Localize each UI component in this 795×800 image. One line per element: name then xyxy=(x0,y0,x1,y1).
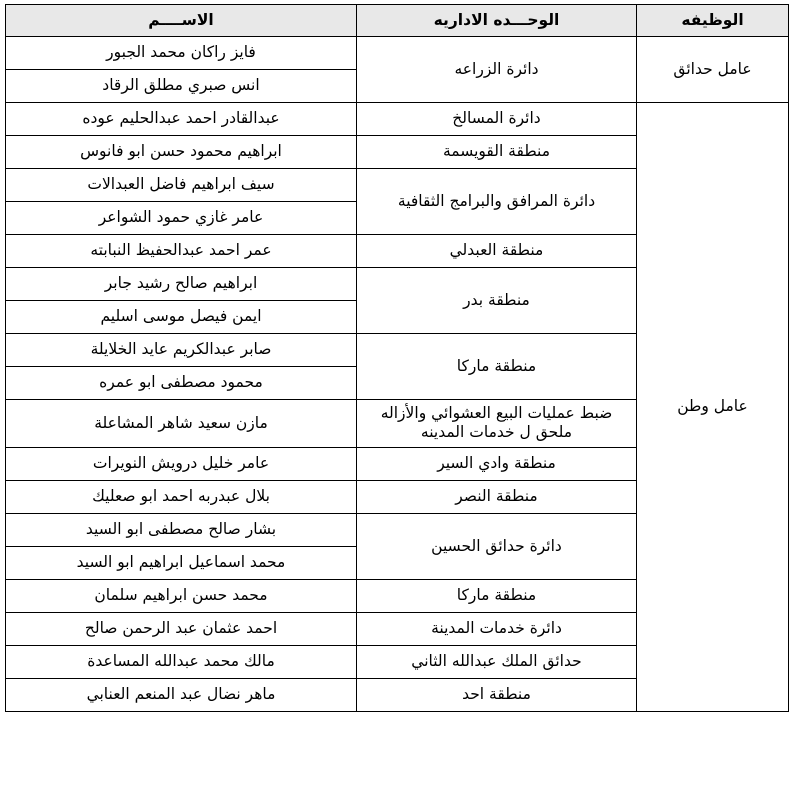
column-header-name: الاســــم xyxy=(6,5,357,37)
name-cell: عامر خليل درويش النويرات xyxy=(6,447,357,480)
name-cell: انس صبري مطلق الرقاد xyxy=(6,70,357,103)
unit-cell: حدائق الملك عبدالله الثاني xyxy=(357,645,637,678)
name-cell: عمر احمد عبدالحفيظ النبابته xyxy=(6,235,357,268)
name-cell: محمود مصطفى ابو عمره xyxy=(6,367,357,400)
table-row xyxy=(6,37,789,70)
table-header xyxy=(6,5,789,37)
employees-table xyxy=(5,4,789,712)
name-cell: محمد حسن ابراهيم سلمان xyxy=(6,579,357,612)
name-cell: ابراهيم محمود حسن ابو فانوس xyxy=(6,136,357,169)
job-cell: عامل حدائق xyxy=(637,37,789,103)
name-cell: فايز راكان محمد الجبور xyxy=(6,37,357,70)
name-cell: بلال عبدربه احمد ابو صعليك xyxy=(6,480,357,513)
table-row xyxy=(6,103,789,136)
unit-cell: دائرة المرافق والبرامج الثقافية xyxy=(357,169,637,235)
column-header-job: الوظيفه xyxy=(637,5,789,37)
unit-cell: دائرة حدائق الحسين xyxy=(357,513,637,579)
unit-cell: منطقة بدر xyxy=(357,268,637,334)
name-cell: مازن سعيد شاهر المشاعلة xyxy=(6,400,357,448)
unit-cell: منطقة ماركا xyxy=(357,334,637,400)
name-cell: عامر غازي حمود الشواعر xyxy=(6,202,357,235)
name-cell: ابراهيم صالح رشيد جابر xyxy=(6,268,357,301)
name-cell: عبدالقادر احمد عبدالحليم عوده xyxy=(6,103,357,136)
name-cell: بشار صالح مصطفى ابو السيد xyxy=(6,513,357,546)
unit-cell: منطقة وادي السير xyxy=(357,447,637,480)
name-cell: ايمن فيصل موسى اسليم xyxy=(6,301,357,334)
column-header-unit: الوحـــده الاداريه xyxy=(357,5,637,37)
unit-cell: دائرة المسالخ xyxy=(357,103,637,136)
job-cell: عامل وطن xyxy=(637,103,789,712)
name-cell: احمد عثمان عبد الرحمن صالح xyxy=(6,612,357,645)
name-cell: سيف ابراهيم فاضل العبدالات xyxy=(6,169,357,202)
name-cell: محمد اسماعيل ابراهيم ابو السيد xyxy=(6,546,357,579)
unit-cell: دائرة الزراعه xyxy=(357,37,637,103)
unit-cell: منطقة القويسمة xyxy=(357,136,637,169)
name-cell: صابر عبدالكريم عايد الخلايلة xyxy=(6,334,357,367)
unit-cell: منطقة العبدلي xyxy=(357,235,637,268)
unit-cell: دائرة خدمات المدينة xyxy=(357,612,637,645)
unit-cell: منطقة النصر xyxy=(357,480,637,513)
unit-cell: ضبط عمليات البيع العشوائي والأزاله ملحق ل خدمات المدينه xyxy=(357,400,637,448)
name-cell: مالك محمد عبدالله المساعدة xyxy=(6,645,357,678)
unit-cell: منطقة احد xyxy=(357,678,637,711)
table-header-row xyxy=(6,5,789,37)
table-body xyxy=(6,37,789,712)
name-cell: ماهر نضال عبد المنعم العنابي xyxy=(6,678,357,711)
unit-cell: منطقة ماركا xyxy=(357,579,637,612)
